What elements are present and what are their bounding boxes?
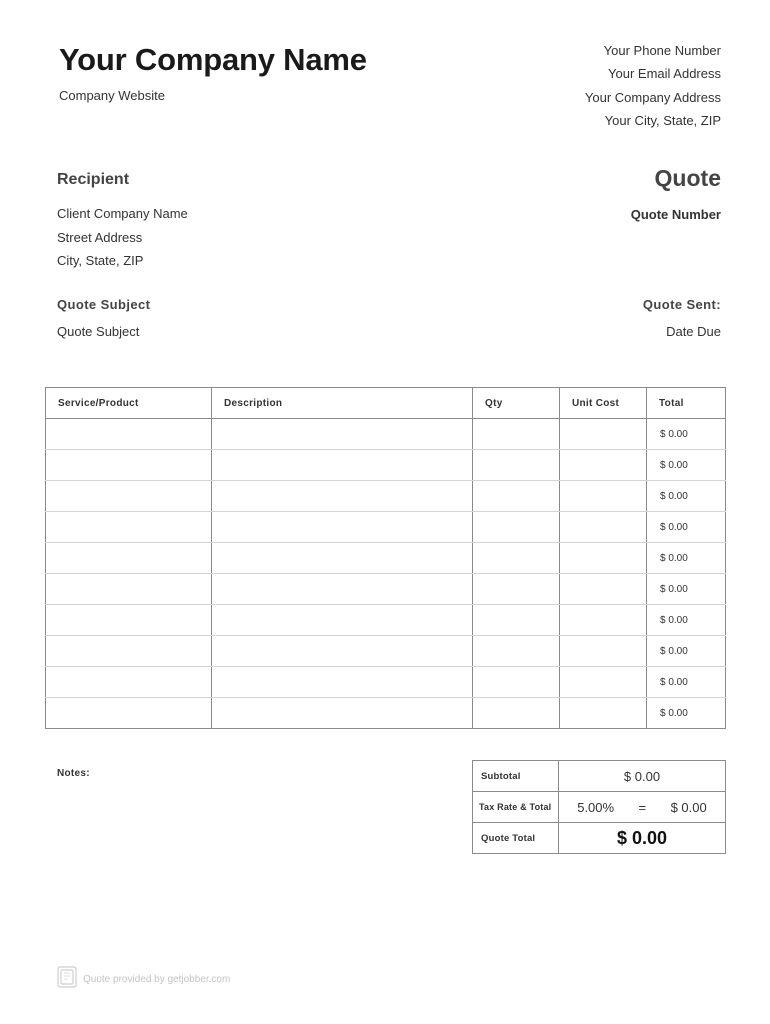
company-name: Your Company Name (59, 42, 367, 77)
quote-number-label: Quote Number (630, 207, 721, 222)
items-table (45, 387, 726, 729)
unit-cost-cell[interactable] (560, 605, 647, 636)
quote-heading: Quote (654, 165, 721, 191)
qty-cell[interactable] (473, 450, 560, 481)
total-cell: $ 0.00 (647, 698, 726, 729)
description-cell[interactable] (212, 512, 473, 543)
subtotal-label: Subtotal (473, 761, 559, 792)
total-row (473, 823, 726, 854)
total-cell: $ 0.00 (647, 419, 726, 450)
qty-cell[interactable] (473, 636, 560, 667)
service-cell[interactable] (46, 419, 212, 450)
service-cell[interactable] (46, 636, 212, 667)
contact-phone: Your Phone Number (603, 43, 721, 58)
table-row (46, 605, 726, 636)
service-cell[interactable] (46, 574, 212, 605)
client-city: City, State, ZIP (57, 253, 144, 268)
client-street-address: Street Address (57, 230, 143, 245)
service-cell[interactable] (46, 667, 212, 698)
tax-label: Tax Rate & Total (473, 792, 559, 823)
qty-cell[interactable] (473, 543, 560, 574)
table-row (46, 543, 726, 574)
description-cell[interactable] (212, 450, 473, 481)
unit-cost-cell[interactable] (560, 512, 647, 543)
table-row (46, 450, 726, 481)
tax-row (473, 792, 726, 823)
tax-value: $ 0.00 (670, 799, 707, 815)
quote-total-label: Quote Total (473, 823, 559, 854)
service-cell[interactable] (46, 605, 212, 636)
total-cell: $ 0.00 (647, 667, 726, 698)
column-header-unit-cost: Unit Cost (560, 388, 647, 419)
quote-subject-value: Quote Subject (57, 324, 140, 339)
quote-sent-label: Quote Sent: (642, 297, 721, 312)
description-cell[interactable] (212, 605, 473, 636)
service-cell[interactable] (46, 543, 212, 574)
qty-cell[interactable] (473, 605, 560, 636)
tax-cell (559, 792, 726, 823)
total-cell: $ 0.00 (647, 574, 726, 605)
unit-cost-cell[interactable] (560, 481, 647, 512)
qty-cell[interactable] (473, 574, 560, 605)
table-row (46, 419, 726, 450)
service-cell[interactable] (46, 512, 212, 543)
qty-cell[interactable] (473, 419, 560, 450)
unit-cost-cell[interactable] (560, 636, 647, 667)
unit-cost-cell[interactable] (560, 574, 647, 605)
tax-rate[interactable]: 5.00% (577, 799, 615, 815)
table-row (46, 574, 726, 605)
table-row (46, 698, 726, 729)
service-cell[interactable] (46, 698, 212, 729)
column-header-service: Service/Product (46, 388, 212, 419)
client-company-name: Client Company Name (57, 206, 188, 221)
column-header-total: Total (647, 388, 726, 419)
qty-cell[interactable] (473, 512, 560, 543)
unit-cost-cell[interactable] (560, 667, 647, 698)
document-stack-icon (57, 966, 77, 993)
date-due: Date Due (666, 324, 721, 339)
column-header-qty: Qty (473, 388, 560, 419)
total-cell: $ 0.00 (647, 543, 726, 574)
contact-email: Your Email Address (608, 66, 721, 81)
qty-cell[interactable] (473, 698, 560, 729)
unit-cost-cell[interactable] (560, 543, 647, 574)
tax-equals: = (638, 799, 647, 815)
unit-cost-cell[interactable] (560, 419, 647, 450)
contact-address: Your Company Address (584, 90, 721, 105)
table-row (46, 481, 726, 512)
column-header-description: Description (212, 388, 473, 419)
qty-cell[interactable] (473, 667, 560, 698)
description-cell[interactable] (212, 574, 473, 605)
description-cell[interactable] (212, 667, 473, 698)
table-row (46, 667, 726, 698)
subtotal-value: $ 0.00 (559, 761, 726, 792)
description-cell[interactable] (212, 698, 473, 729)
contact-city: Your City, State, ZIP (604, 113, 721, 128)
recipient-heading: Recipient (57, 171, 130, 188)
description-cell[interactable] (212, 419, 473, 450)
footer-text[interactable]: Quote provided by getjobber.com (83, 974, 231, 985)
qty-cell[interactable] (473, 481, 560, 512)
unit-cost-cell[interactable] (560, 698, 647, 729)
total-cell: $ 0.00 (647, 605, 726, 636)
table-row (46, 512, 726, 543)
total-cell: $ 0.00 (647, 636, 726, 667)
service-cell[interactable] (46, 450, 212, 481)
items-header-row (46, 388, 726, 419)
service-cell[interactable] (46, 481, 212, 512)
subtotal-row (473, 761, 726, 792)
quote-subject-label: Quote Subject (57, 297, 151, 312)
summary-table (472, 760, 726, 854)
total-cell: $ 0.00 (647, 512, 726, 543)
total-cell: $ 0.00 (647, 450, 726, 481)
company-website: Company Website (59, 88, 165, 103)
total-cell: $ 0.00 (647, 481, 726, 512)
notes-label: Notes: (57, 768, 90, 779)
unit-cost-cell[interactable] (560, 450, 647, 481)
description-cell[interactable] (212, 636, 473, 667)
description-cell[interactable] (212, 481, 473, 512)
footer (57, 966, 230, 993)
table-row (46, 636, 726, 667)
description-cell[interactable] (212, 543, 473, 574)
quote-total-value: $ 0.00 (559, 823, 726, 854)
